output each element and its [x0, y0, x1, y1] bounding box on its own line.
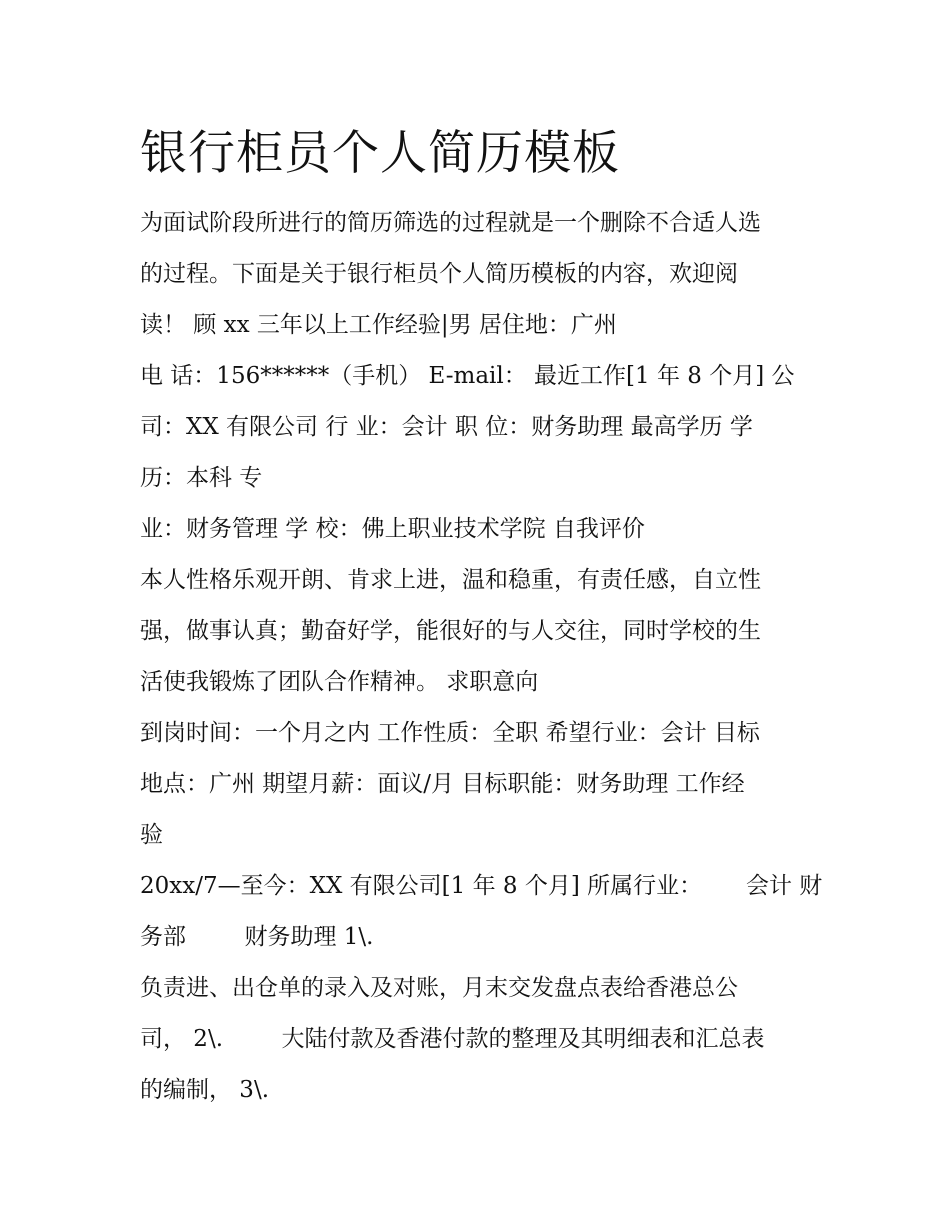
document-body	[140, 203, 823, 1121]
body-line: 司， 2\. 大陆付款及香港付款的整理及其明细表和汇总表	[140, 1026, 765, 1052]
body-line: 验	[140, 822, 163, 848]
body-line: 业：财务管理 学 校：佛上职业技术学院 自我评价	[140, 516, 645, 542]
body-line: 的过程。下面是关于银行柜员个人简历模板的内容，欢迎阅	[140, 261, 738, 287]
body-line: 活使我锻炼了团队合作精神。 求职意向	[140, 669, 539, 695]
body-line: 到岗时间：一个月之内 工作性质：全职 希望行业：会计 目标	[140, 720, 760, 746]
body-line: 20xx/7—至今：XX 有限公司[1 年 8 个月] 所属行业： 会计 财	[140, 873, 823, 899]
body-line: 强，做事认真；勤奋好学，能很好的与人交往，同时学校的生	[140, 618, 761, 644]
document-title: 银行柜员个人简历模板	[140, 126, 620, 181]
body-line: 地点：广州 期望月薪：面议/月 目标职能：财务助理 工作经	[140, 771, 745, 797]
body-line: 司：XX 有限公司 行 业：会计 职 位：财务助理 最高学历 学	[140, 414, 753, 440]
body-line: 的编制， 3\.	[140, 1077, 270, 1103]
body-line: 为面试阶段所进行的简历筛选的过程就是一个删除不合适人选	[140, 210, 761, 236]
body-line: 负责进、出仓单的录入及对账，月末交发盘点表给香港总公	[140, 975, 738, 1001]
body-line: 电 话：156******（手机） E-mail： 最近工作[1 年 8 个月] 公	[140, 363, 795, 389]
body-line: 务部 财务助理 1\.	[140, 924, 374, 950]
body-line: 读！ 顾 xx 三年以上工作经验|男 居住地：广州	[140, 312, 617, 338]
body-line: 本人性格乐观开朗、肯求上进，温和稳重，有责任感，自立性	[140, 567, 761, 593]
body-line: 历：本科 专	[140, 465, 263, 491]
